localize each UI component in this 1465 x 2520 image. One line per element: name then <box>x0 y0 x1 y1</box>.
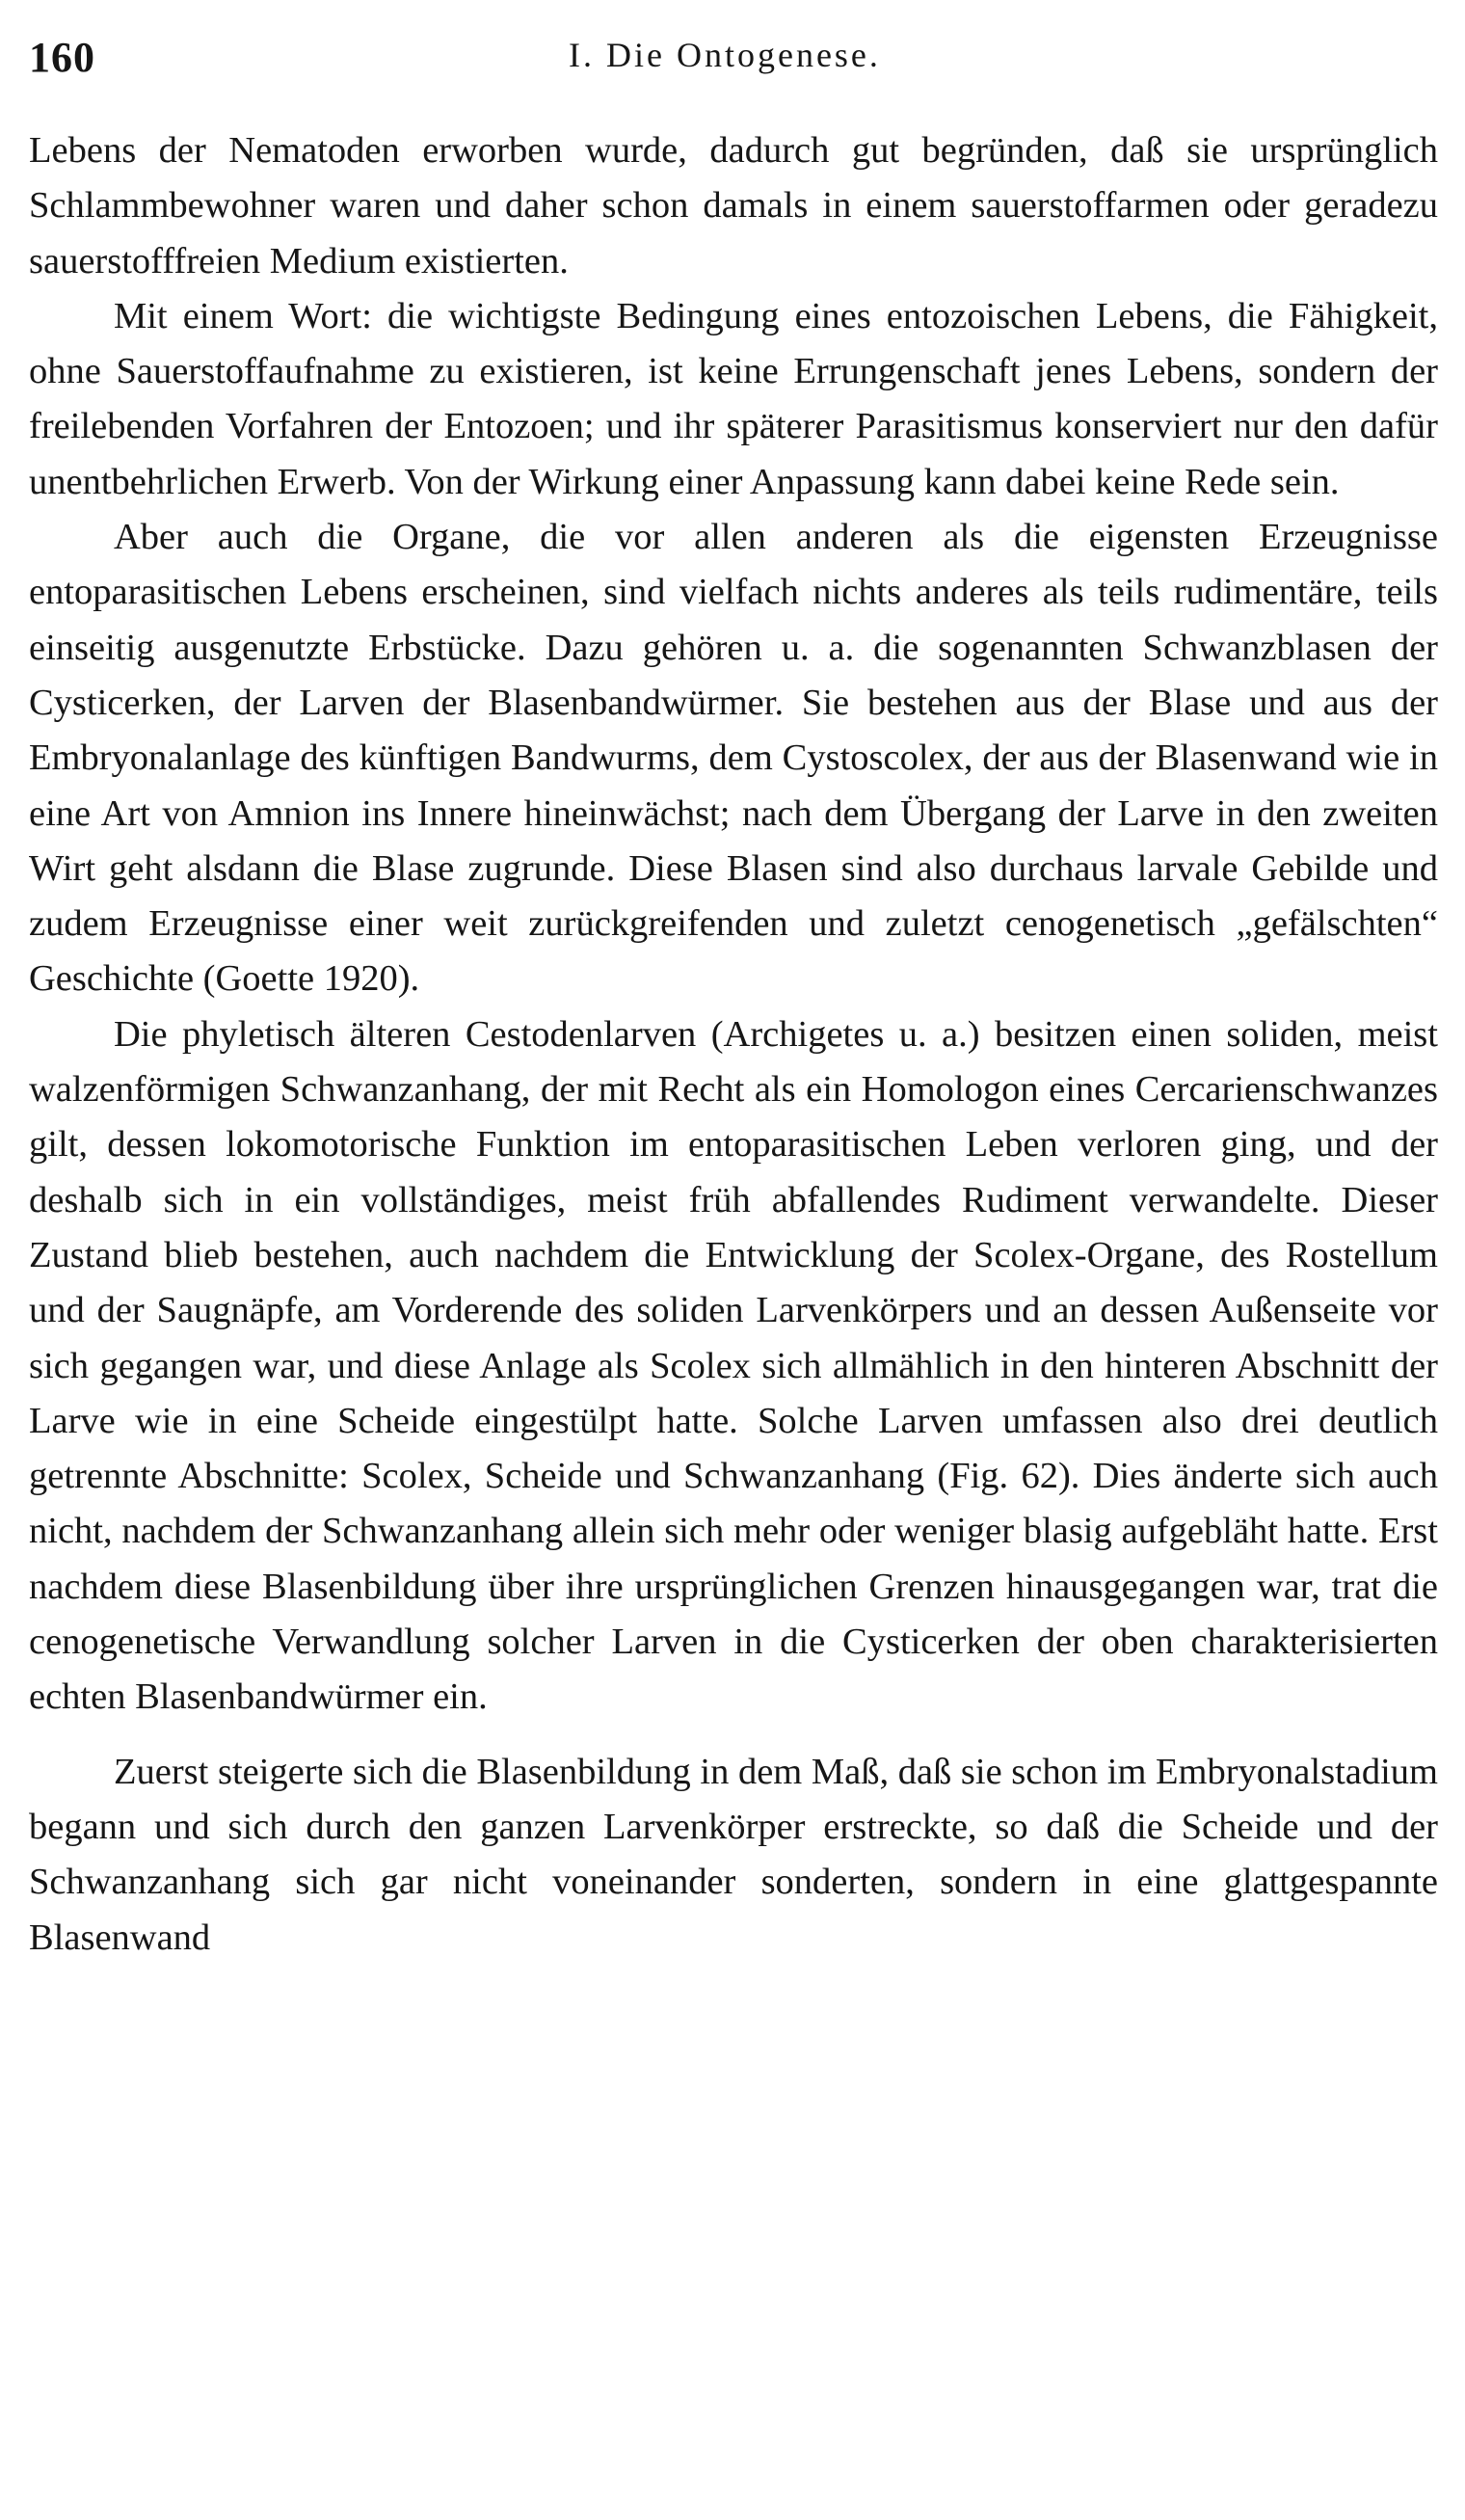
paragraph: Mit einem Wort: die wichtigste Bedingung eines entozoischen Lebens, die Fähigkeit, ohne Sauerstoffaufnahme zu existieren, ist keine Errungenschaft jenes Lebens, sondern der freilebenden Vorfahren der Entozoen; und ihr späterer Parasitismus konserviert nur den dafür unentbehrlichen Erwerb. Von der Wirkung einer Anpassung kann dabei keine Rede sein. <box>29 295 1438 502</box>
paragraph: Die phyletisch älteren Cestodenlarven (Archigetes u. a.) besitzen einen soliden, meist walzenförmigen Schwanzanhang, der mit Recht als ein Homologon eines Cercarienschwanzes gilt, dessen lokomotorische Funktion im entoparasitischen Leben verloren ging, und der deshalb sich in ein vollständiges, meist früh abfallendes Rudiment verwandelte. Dieser Zustand blieb bestehen, auch nachdem die Entwicklung der Scolex-Organe, des Rostellum und der Saugnäpfe, am Vorderende des soliden Larvenkörpers und an dessen Außenseite vor sich gegangen war, und diese Anlage als Scolex sich allmählich in den hinteren Abschnitt der Larve wie in eine Scheide eingestülpt hatte. Solche Larven umfassen also drei deutlich getrennte Abschnitte: Scolex, Scheide und Schwanzanhang (Fig. 62). Dies änderte sich auch nicht, nachdem der Schwanzanhang allein sich mehr oder weniger blasig aufgebläht hatte. Erst nachdem diese Blasenbildung über ihre ursprünglichen Grenzen hinausgegangen war, trat die cenogenetische Verwandlung solcher Larven in die Cysticerken der oben charakterisierten echten Blasenbandwürmer ein. <box>29 1013 1438 1718</box>
document-page <box>29 0 1438 2520</box>
page-number: 160 <box>29 34 95 81</box>
running-title: I. Die Ontogenese. <box>569 36 881 74</box>
paragraph-continuation: Lebens der Nematoden erworben wurde, dadurch gut begründen, daß sie ursprünglich Schlammbewohner waren und daher schon damals in einem sauerstoffarmen oder geradezu sauerstofffreien Medium existierten. <box>29 130 1438 281</box>
paragraph: Zuerst steigerte sich die Blasenbildung in dem Maß, daß sie schon im Embryonalstadium begann und sich durch den ganzen Larvenkörper erstreckte, so daß die Scheide und der Schwanzanhang sich gar nicht voneinander sonderten, sondern in eine glattgespannte Blasenwand <box>29 1751 1438 1958</box>
body-text <box>29 123 1438 1966</box>
paragraph: Aber auch die Organe, die vor allen anderen als die eigensten Erzeugnisse entoparasitischen Lebens erscheinen, sind vielfach nichts anderes als teils rudimentäre, teils einseitig ausgenutzte Erbstücke. Dazu gehören u. a. die sogenannten Schwanzblasen der Cysticerken, der Larven der Blasenbandwürmer. Sie bestehen aus der Blase und aus der Embryonalanlage des künftigen Bandwurms, dem Cystoscolex, der aus der Blasenwand wie in eine Art von Amnion ins Innere hineinwächst; nach dem Übergang der Larve in den zweiten Wirt geht alsdann die Blase zugrunde. Diese Blasen sind also durchaus larvale Gebilde und zudem Erzeugnisse einer weit zurückgreifenden und zuletzt cenogenetisch „gefälschten“ Geschichte (Goette 1920). <box>29 517 1438 1000</box>
page-header <box>29 33 1438 100</box>
